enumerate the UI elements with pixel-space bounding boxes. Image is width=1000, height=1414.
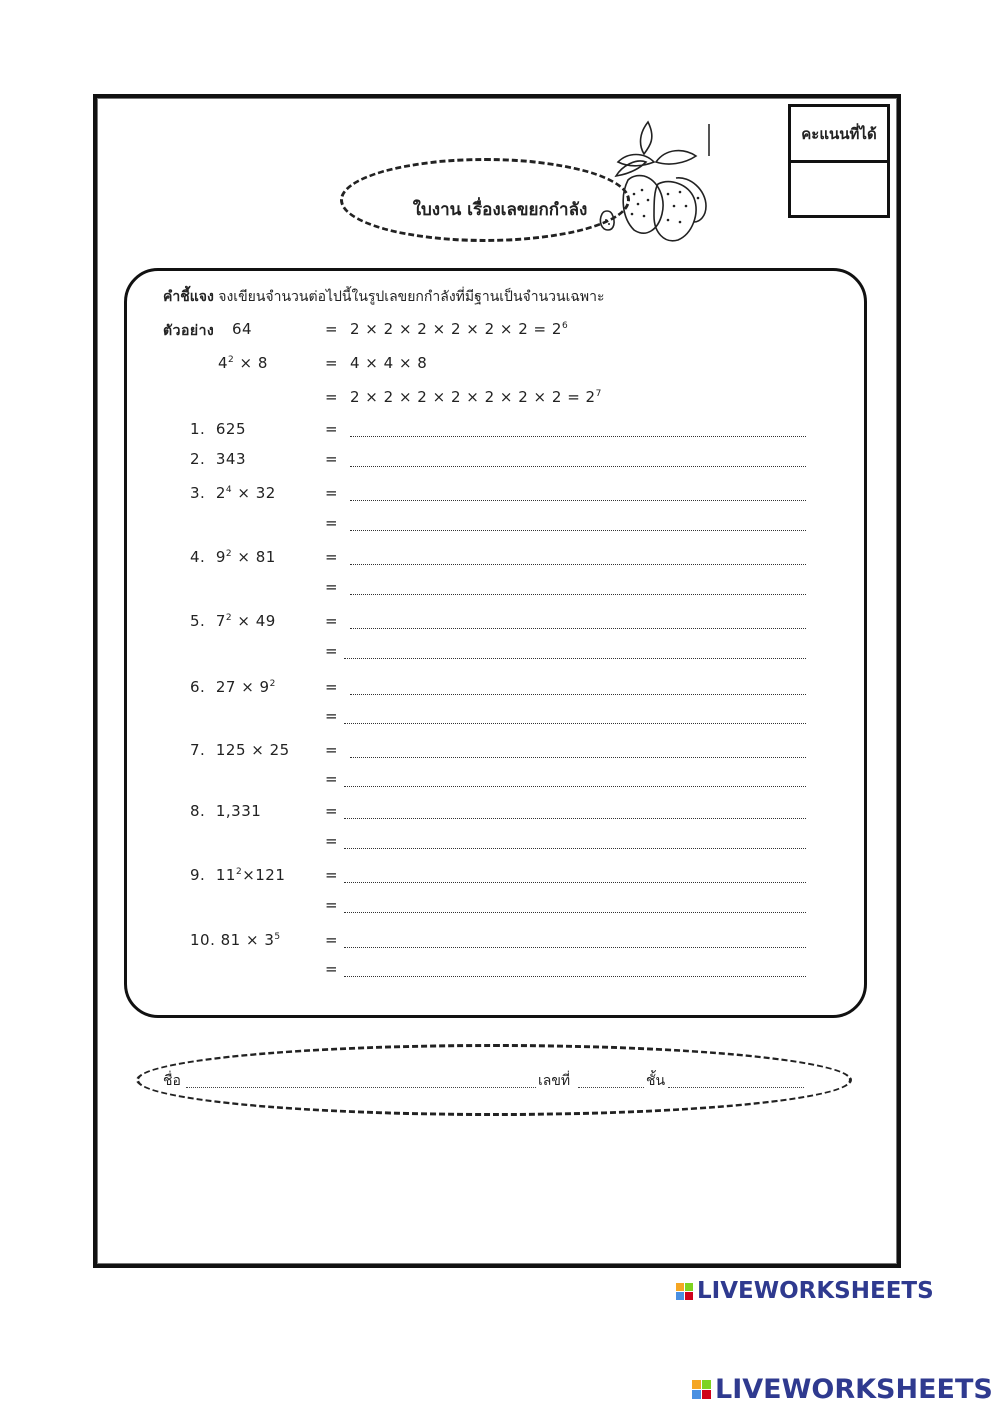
question-5-eq: = [325,612,338,630]
liveworksheets-logo-icon [692,1380,711,1399]
class-label: ชั้น [646,1073,666,1089]
question-5-eq2: = [325,642,338,660]
answer-line-6b[interactable] [344,707,806,724]
score-label: คะแนนที่ได้ [791,107,887,163]
name-input-line[interactable] [186,1072,536,1088]
question-7: 7. 125 × 25 [190,741,290,759]
example-row3-eq: = [325,388,338,406]
question-3-eq: = [325,484,338,502]
brand-text: LIVEWORKSHEETS [697,1278,934,1304]
question-7-eq2: = [325,770,338,788]
question-2-eq: = [325,450,338,468]
number-label: เลขที่ [538,1073,571,1089]
question-1: 1. 625 [190,420,246,438]
question-9-eq: = [325,866,338,884]
example-row1-rhs: $2 \times 2 \times 2 \times 2 \times 2 \times 2 = 2^6$ [350,320,569,338]
class-input-line[interactable] [668,1072,804,1088]
answer-line-8b[interactable] [344,832,806,849]
answer-line-3b[interactable] [350,514,806,531]
liveworksheets-brand-2 [692,1374,993,1405]
answer-line-5a[interactable] [350,612,806,629]
example-label: ตัวอย่าง [163,323,215,339]
answer-line-9b[interactable] [344,896,806,913]
question-8-eq2: = [325,832,338,850]
answer-line-7b[interactable] [344,770,806,787]
question-9: 9. $11^2\times 121$ [190,866,286,884]
example-row2-eq: = [325,354,338,372]
question-9-eq2: = [325,896,338,914]
example-row1-eq: = [325,320,338,338]
answer-line-3a[interactable] [350,484,806,501]
answer-line-6a[interactable] [350,678,806,695]
question-6-eq: = [325,678,338,696]
number-input-line[interactable] [578,1072,644,1088]
worksheet-title: ใบงาน เรื่องเลขยกกำลัง [412,200,588,220]
question-10: 10. $81 \times 3^5$ [190,931,281,949]
answer-line-10b[interactable] [344,960,806,977]
question-4: 4. $9^2 \times 81$ [190,548,276,566]
question-10-eq2: = [325,960,338,978]
brand-text: LIVEWORKSHEETS [715,1374,993,1405]
answer-line-7a[interactable] [350,741,806,758]
question-2: 2. 343 [190,450,246,468]
liveworksheets-logo-icon [676,1283,693,1300]
example-row3-rhs: $2 \times 2 \times 2 \times 2 \times 2 \times 2 \times 2 = 2^7$ [350,388,602,406]
question-8-eq: = [325,802,338,820]
question-3-eq2: = [325,514,338,532]
question-7-eq: = [325,741,338,759]
question-6: 6. $27 \times 9^2$ [190,678,276,696]
question-4-eq2: = [325,578,338,596]
answer-line-4b[interactable] [350,578,806,595]
example-row1-lhs: 64 [232,320,253,338]
example-row2-rhs: 4 × 4 × 8 [350,354,428,372]
answer-line-2a[interactable] [350,450,806,467]
question-1-eq: = [325,420,338,438]
question-3: 3. $2^4 \times 32$ [190,484,276,502]
strawberry-icon [598,118,714,250]
instruction-lead: คำชี้แจง [163,289,214,305]
question-4-eq: = [325,548,338,566]
question-10-eq: = [325,931,338,949]
question-8: 8. 1,331 [190,802,262,820]
answer-line-4a[interactable] [350,548,806,565]
answer-line-8a[interactable] [344,802,806,819]
question-6-eq2: = [325,707,338,725]
name-label: ชื่อ [163,1073,181,1089]
instruction [163,286,605,308]
answer-line-5b[interactable] [344,642,806,659]
instruction-text: จงเขียนจำนวนต่อไปนี้ในรูปเลขยกกำลังที่มีฐานเป็นจำนวนเฉพาะ [213,289,605,305]
answer-line-10a[interactable] [344,931,806,948]
answer-line-1a[interactable] [350,420,806,437]
answer-line-9a[interactable] [344,866,806,883]
liveworksheets-brand-1 [676,1278,934,1304]
score-box [788,104,890,218]
example-row2-lhs: $4^2 \times 8$ [218,354,268,372]
question-5: 5. $7^2 \times 49$ [190,612,276,630]
